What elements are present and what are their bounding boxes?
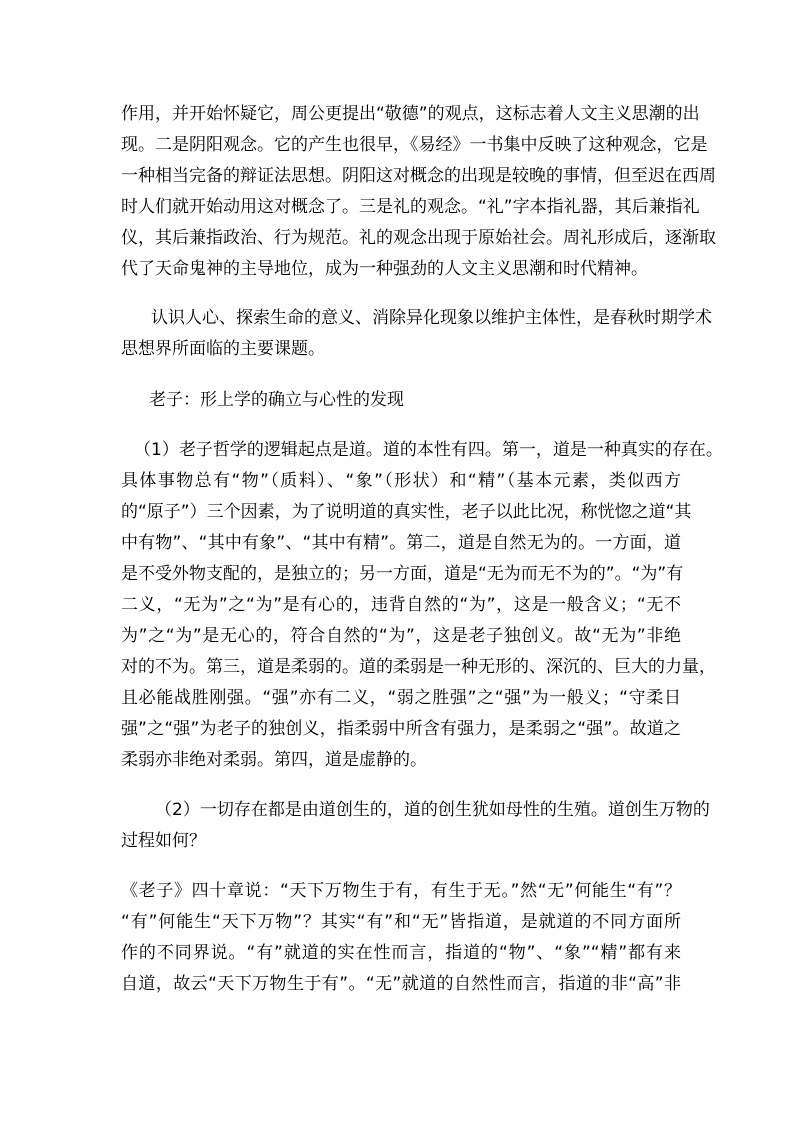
text-line: 柔弱亦非绝对柔弱。第四，道是虚静的。 (121, 750, 427, 770)
text-line: （1）老子哲学的逻辑起点是道。道的本性有四。第一，道是一种真实的存在。 (134, 440, 723, 460)
text-line: （2）一切存在都是由道创生的，道的创生犹如母性的生殖。道创生万物的 (155, 800, 710, 820)
text-line: 二义，“无为”之“为”是有心的，违背自然的“为”，这是一般含义；“无不 (121, 595, 681, 615)
text-line: 仪，其后兼指政治、行为规范。礼的观念出现于原始社会。周礼形成后，逐渐取 (121, 228, 716, 248)
text-line: “有”何能生“天下万物”？其实“有”和“无”皆指道，是就道的不同方面所 (121, 912, 681, 932)
text-line: 对的不为。第三，道是柔弱的。道的柔弱是一种无形的、深沉的、巨大的力量， (121, 657, 716, 677)
text-line: 现。二是阴阳观念。它的产生也很早，《易经》一书集中反映了这种观念，它是 (121, 135, 708, 155)
text-line: 认识人心、探索生命的意义、消除异化现象以维护主体性，是春秋时期学术 (151, 308, 712, 328)
text-line: 中有物”、“其中有象”、“其中有精”。第二，道是自然无为的。一方面，道 (121, 533, 681, 553)
text-line: 的“原子”）三个因素，为了说明道的真实性，老子以此比况，称恍惚之道“其 (121, 502, 692, 522)
text-line: 且必能战胜刚强。“强”亦有二义，“弱之胜强”之“强”为一般义；“守柔日 (121, 688, 681, 708)
text-line: 具体事物总有“物”（质料）、“象”（形状）和“精”（基本元素，类似西方 (121, 471, 681, 491)
text-line: 为”之“为”是无心的，符合自然的“为”，这是老子独创义。故“无为”非绝 (121, 626, 681, 646)
text-line: 作用，并开始怀疑它，周公更提出“敬德”的观点，这标志着人文主义思潮的出 (121, 104, 700, 124)
text-line: 是不受外物支配的，是独立的；另一方面，道是“无为而无不为的”。“为”有 (121, 564, 684, 584)
text-line: 代了天命鬼神的主导地位，成为一种强劲的人文主义思潮和时代精神。 (121, 259, 648, 279)
text-line: 作的不同界说。“有”就道的实在性而言，指道的“物”、“象”“精”都有来 (121, 943, 681, 963)
text-line: 自道，故云“天下万物生于有”。“无”就道的自然性而言，指道的非“高”非 (121, 974, 681, 994)
text-line: 《老子》四十章说：“天下万物生于有，有生于无。”然“无”何能生“有”？ (121, 881, 681, 901)
text-line: 一种相当完备的辩证法思想。阴阳这对概念的出现是较晚的事情，但至迟在西周 (121, 166, 716, 186)
text-line: 时人们就开始动用这对概念了。三是礼的观念。“礼”字本指礼器，其后兼指礼 (121, 197, 700, 217)
text-line: 过程如何？ (121, 831, 206, 851)
text-line: 强”之“强”为老子的独创义，指柔弱中所含有强力，是柔弱之“强”。故道之 (121, 719, 681, 739)
section-heading: 老子：形上学的确立与心性的发现 (149, 390, 404, 410)
text-line: 思想界所面临的主要课题。 (121, 339, 325, 359)
